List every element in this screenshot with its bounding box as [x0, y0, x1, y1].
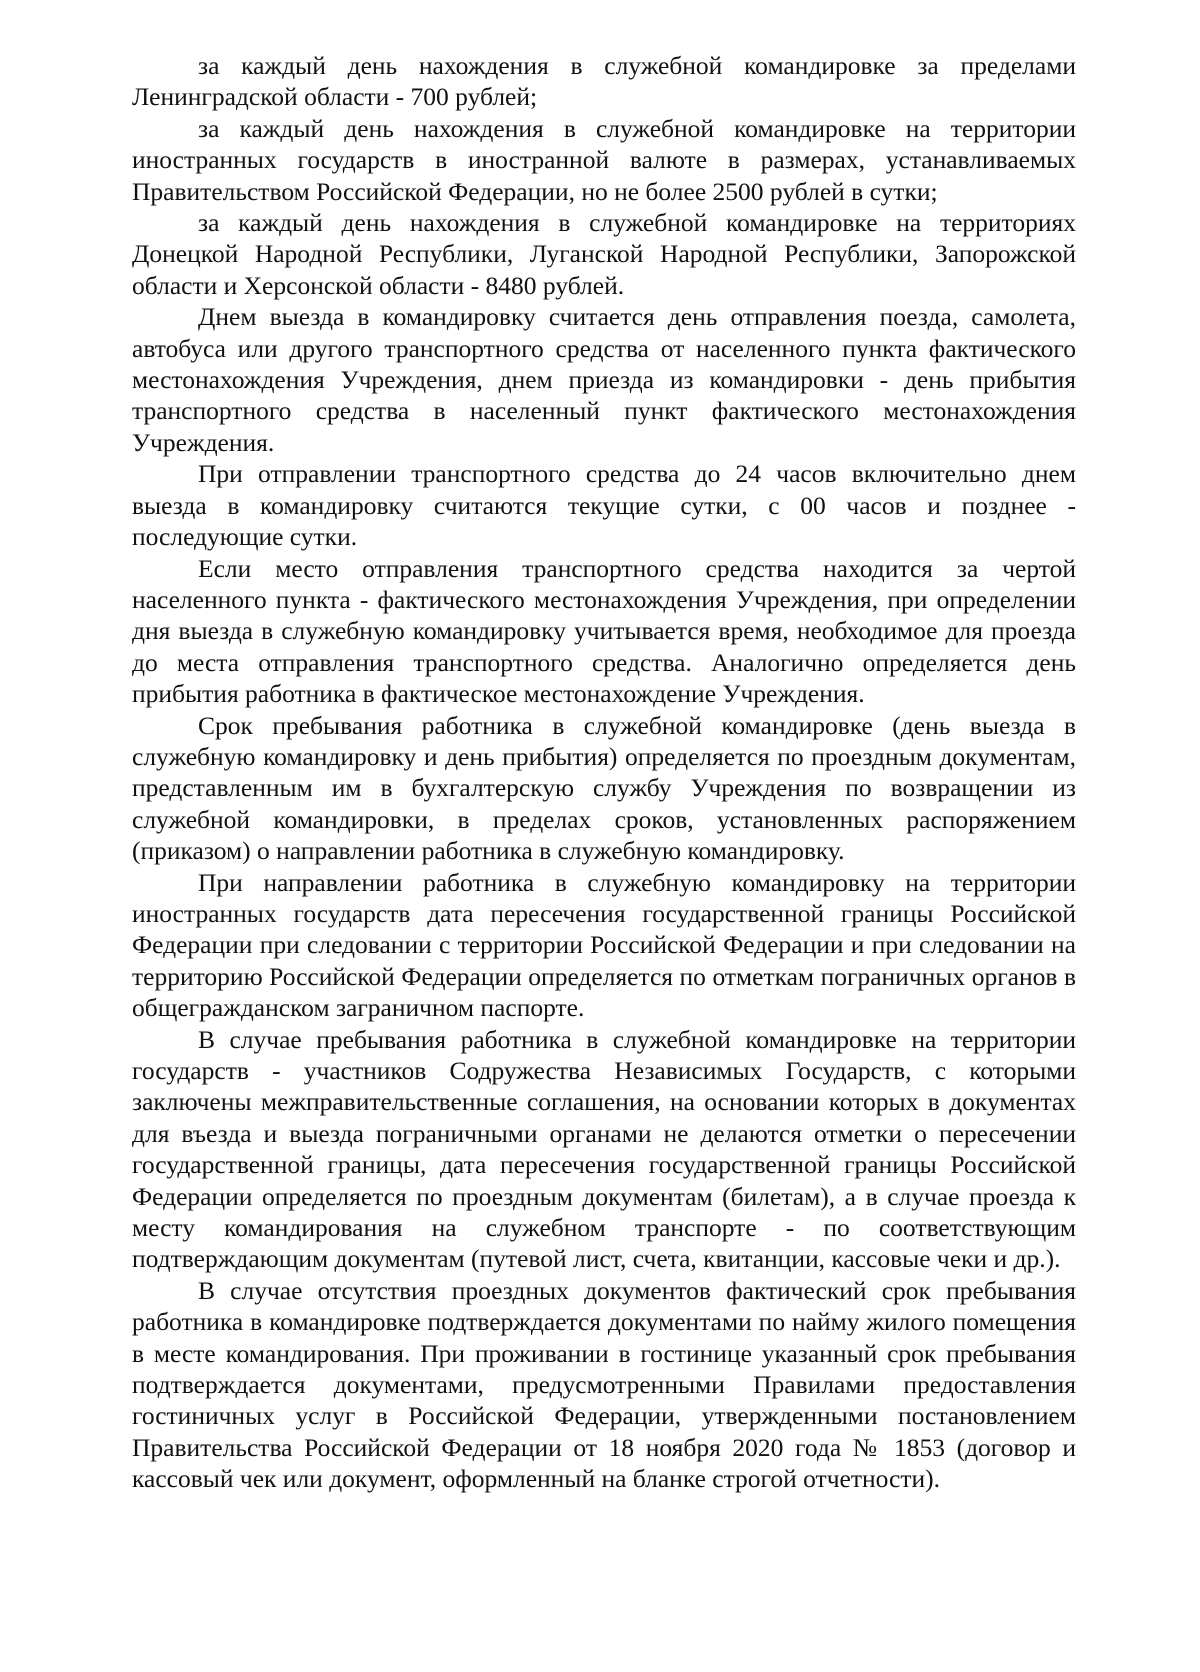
- paragraph-trip-duration: Срок пребывания работника в служебной командировке (день выезда в служебную командировку и день прибытия) определяется по проездным документам, представленным им в бухгалтерскую службу Учреждения по возвращении из служебной командировки, в пределах сроков, установленных распоряжением (приказом) о направлении работника в служебную командировку.: [132, 710, 1076, 866]
- paragraph-per-diem-outside-region: за каждый день нахождения в служебной командировке за пределами Ленинградской области - 700 рублей;: [132, 51, 1076, 112]
- paragraph-departure-outside-settlement: Если место отправления транспортного средства находится за чертой населенного пункта - фактического местонахождения Учреждения, при определении дня выезда в служебную командировку учитывается время, необходимое для проезда до места отправления транспортного средства. Аналогично определяется день прибытия работника в фактическое местонахождение Учреждения.: [132, 553, 1076, 709]
- paragraph-per-diem-foreign: за каждый день нахождения в служебной командировке на территории иностранных государств в иностранной валюте в размерах, устанавливаемых Правительством Российской Федерации, но не более 2500 рублей в сутки;: [132, 113, 1076, 206]
- paragraph-cis-crossing: В случае пребывания работника в служебной командировке на территории государств - участников Содружества Независимых Государств, с которыми заключены межправительственные соглашения, на основании которых в документах для въезда и выезда пограничными органами не делаются отметки о пересечении государственной границы, дата пересечения государственной границы Российской Федерации определяется по проездным документам (билетам), а в случае проезда к месту командирования на служебном транспорте - по соответствующим подтверждающим документам (путевой лист, счета, квитанции, кассовые чеки и др.).: [132, 1024, 1076, 1274]
- document-page: [132, 50, 1076, 1495]
- paragraph-missing-documents: В случае отсутствия проездных документов фактический срок пребывания работника в командировке подтверждается документами по найму жилого помещения в месте командирования. При проживании в гостинице указанный срок пребывания подтверждается документами, предусмотренными Правилами предоставления гостиничных услуг в Российской Федерации, утвержденными постановлением Правительства Российской Федерации от 18 ноября 2020 года № 1853 (договор и кассовый чек или документ, оформленный на бланке строгой отчетности).: [132, 1275, 1076, 1494]
- paragraph-border-crossing: При направлении работника в служебную командировку на территории иностранных государств дата пересечения государственной границы Российской Федерации при следовании с территории Российской Федерации и при следовании на территорию Российской Федерации определяется по отметкам пограничных органов в общегражданском заграничном паспорте.: [132, 867, 1076, 1023]
- paragraph-per-diem-new-territories: за каждый день нахождения в служебной командировке на территориях Донецкой Народной Республики, Луганской Народной Республики, Запорожской области и Херсонской области - 8480 рублей.: [132, 208, 1076, 300]
- paragraph-departure-day: Днем выезда в командировку считается день отправления поезда, самолета, автобуса или другого транспортного средства от населенного пункта фактического местонахождения Учреждения, днем приезда из командировки - день прибытия транспортного средства в населенный пункт фактического местонахождения Учреждения.: [132, 302, 1076, 457]
- paragraph-departure-time: При отправлении транспортного средства до 24 часов включительно днем выезда в командировку считаются текущие сутки, с 00 часов и позднее - последующие сутки.: [132, 459, 1076, 552]
